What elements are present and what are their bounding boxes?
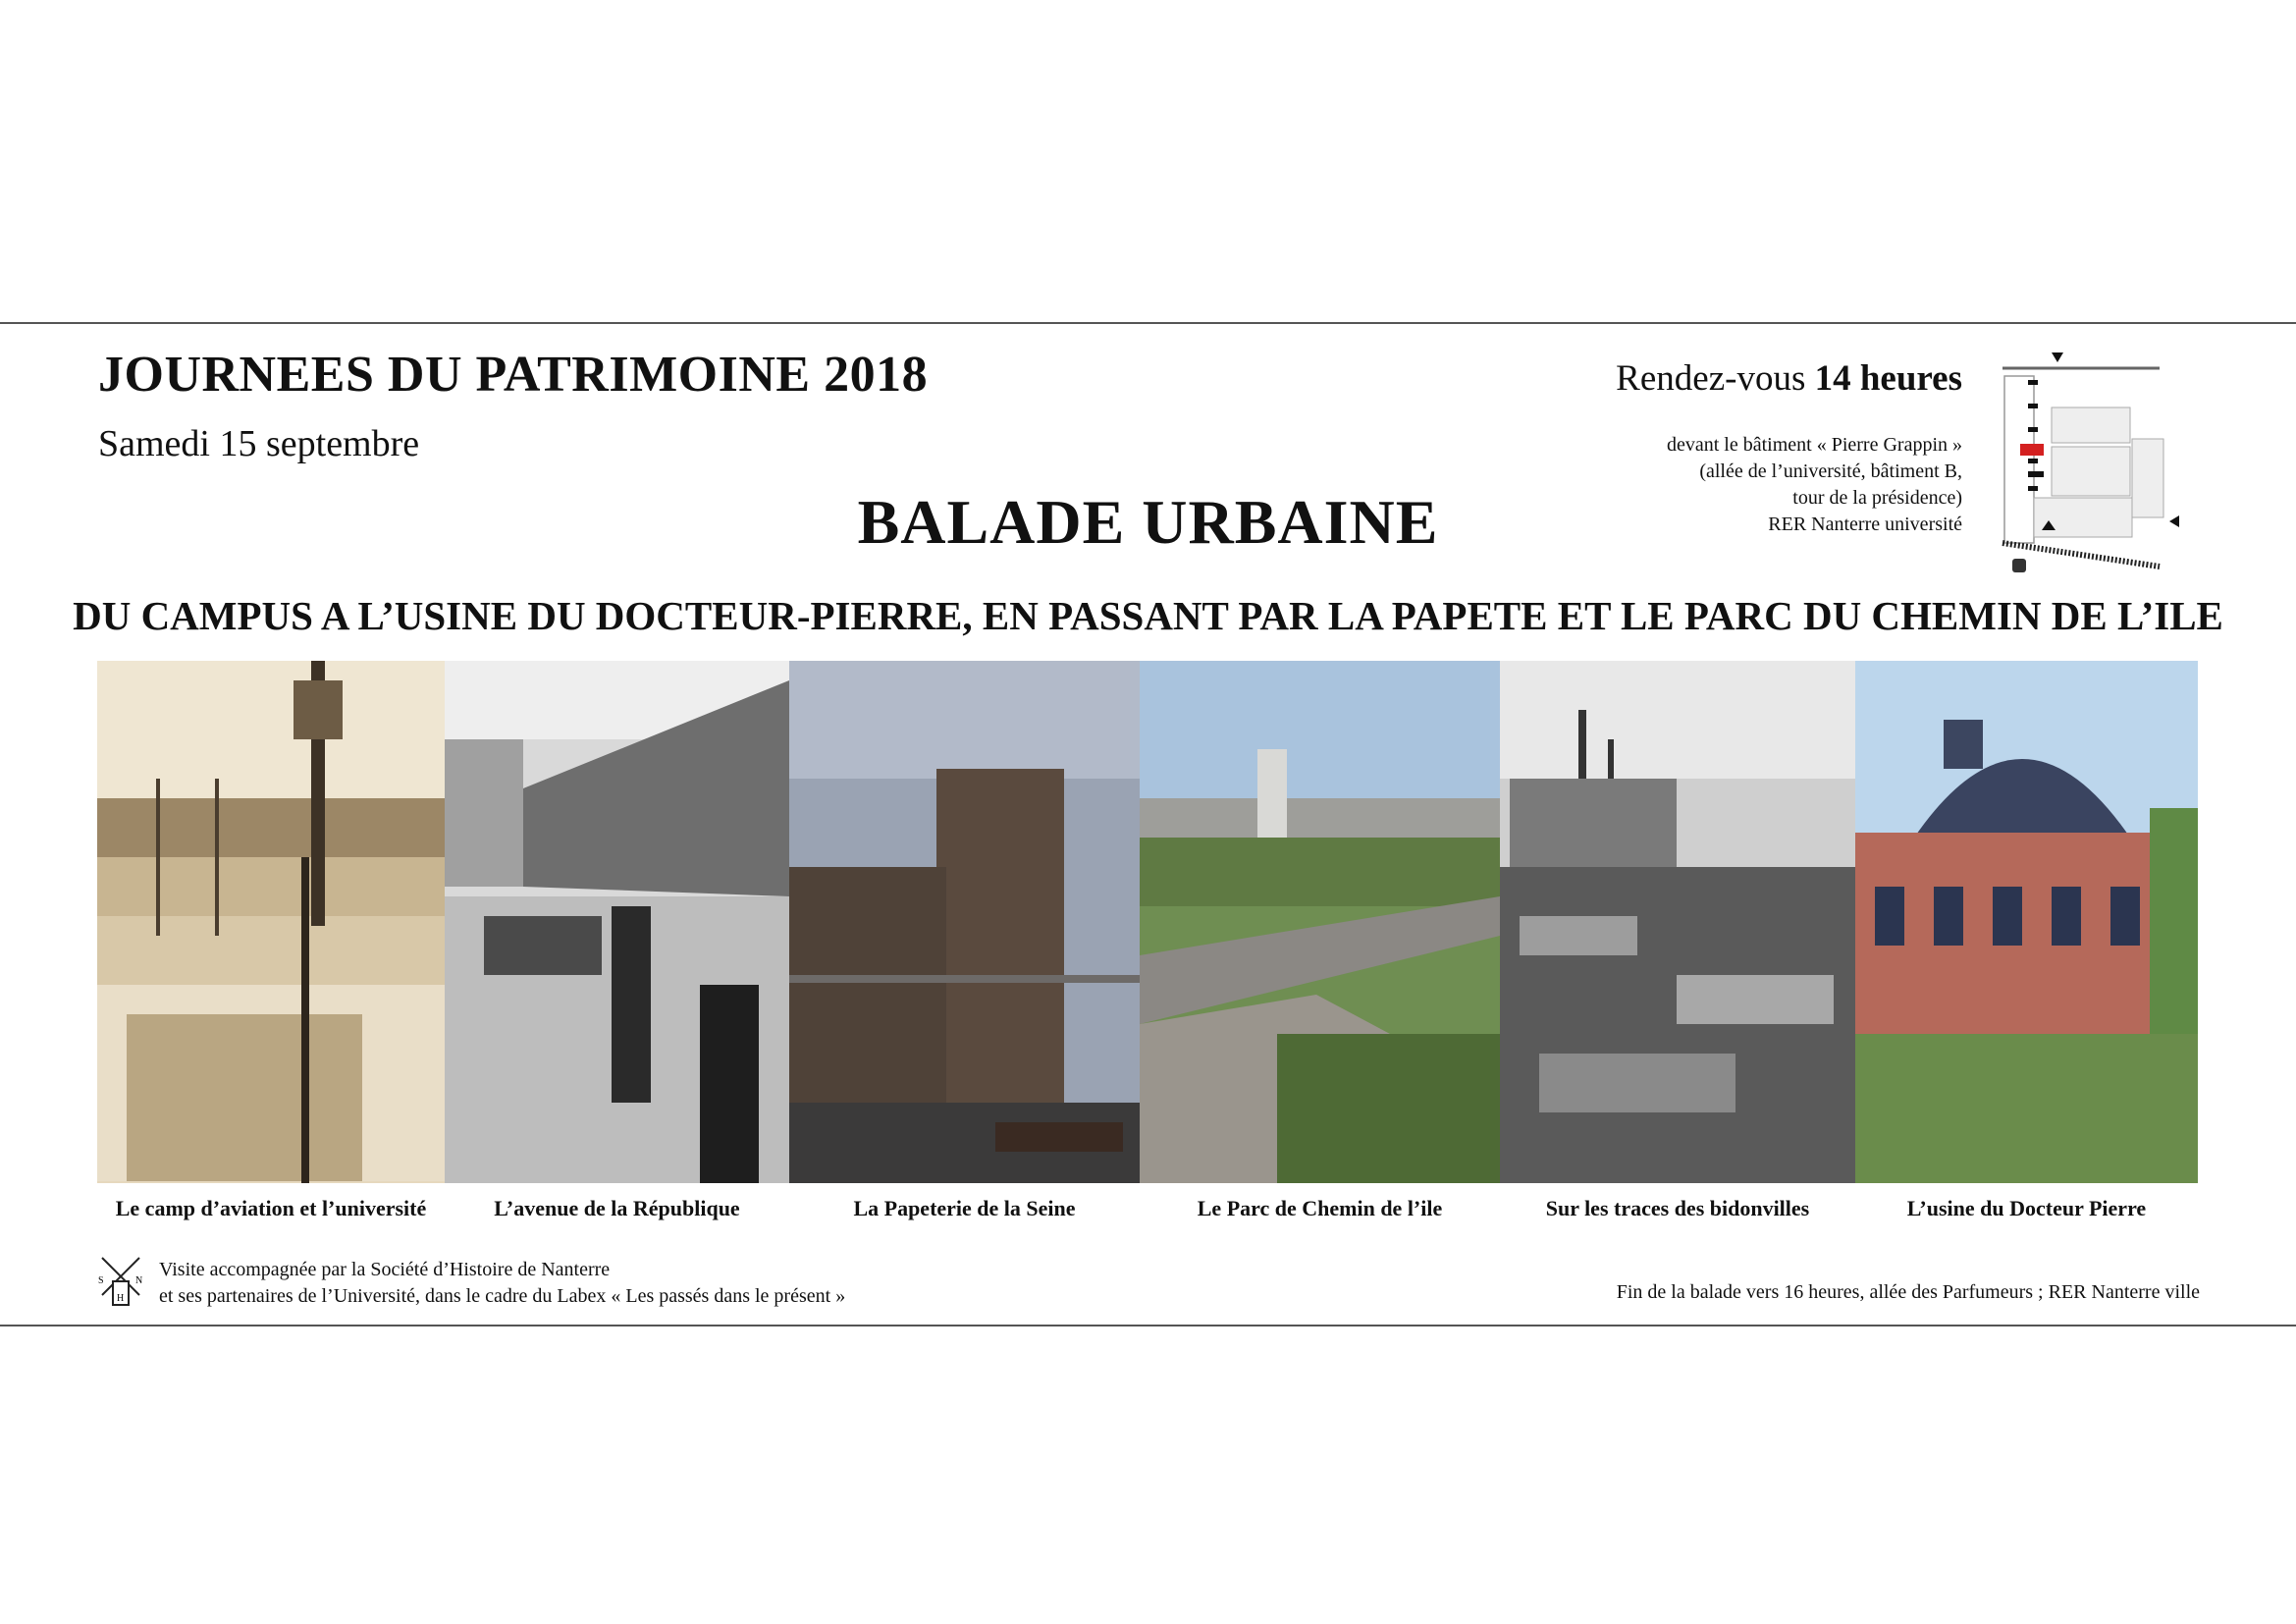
- photo-strip: [97, 661, 2198, 1183]
- rendezvous-detail-line: (allée de l’université, bâtiment B,: [1699, 460, 1962, 482]
- event-title: JOURNEES DU PATRIMOINE 2018: [98, 347, 929, 403]
- train-icon: [2012, 559, 2026, 572]
- main-title: BALADE URBAINE: [857, 487, 1439, 557]
- rendezvous-heading: [1616, 357, 1962, 400]
- photo-captions: [97, 1196, 2198, 1229]
- caption-papeterie: La Papeterie de la Seine: [853, 1196, 1076, 1220]
- subtitle: DU CAMPUS A L’USINE DU DOCTEUR-PIERRE, EN PASSANT PAR LA PAPETE ET LE PARC DU CHEMIN DE L’ILE: [73, 593, 2223, 638]
- photo-avenue: [445, 661, 789, 1183]
- photo-airfield: [97, 661, 445, 1183]
- rendezvous-detail-line: RER Nanterre université: [1768, 514, 1962, 535]
- caption-airfield: Le camp d’aviation et l’université: [115, 1196, 427, 1220]
- caption-usine: L’usine du Docteur Pierre: [1906, 1196, 2147, 1220]
- logo-letter: N: [135, 1275, 143, 1286]
- top-rule: [0, 322, 2296, 324]
- photo-usine: [1855, 661, 2198, 1183]
- arrow-down-icon: [2052, 352, 2063, 362]
- caption-parc: Le Parc de Chemin de l’ile: [1197, 1196, 1443, 1220]
- photo-bidonvilles: [1500, 661, 1855, 1183]
- footer-line: Visite accompagnée par la Société d’Histoire de Nanterre: [159, 1259, 611, 1280]
- footer-line: et ses partenaires de l’Université, dans le cadre du Labex « Les passés dans le présent »: [159, 1285, 846, 1307]
- rendezvous-time: 14 heures: [1814, 358, 1962, 399]
- caption-bidonvilles: Sur les traces des bidonvilles: [1545, 1196, 1810, 1220]
- society-logo: [96, 1254, 145, 1309]
- logo-letter: S: [98, 1275, 104, 1286]
- photo-papeterie: [789, 661, 1140, 1183]
- caption-avenue: L’avenue de la République: [494, 1196, 740, 1220]
- footer-partners: [159, 1257, 845, 1310]
- photo-parc: [1140, 661, 1500, 1183]
- footer-end-info: Fin de la balade vers 16 heures, allée des Parfumeurs ; RER Nanterre ville: [1616, 1281, 2200, 1303]
- rendezvous-prefix: Rendez-vous: [1616, 358, 1806, 399]
- meeting-point-marker: [2020, 444, 2044, 456]
- bottom-rule: [0, 1325, 2296, 1326]
- rendezvous-detail-line: devant le bâtiment « Pierre Grappin »: [1666, 434, 1962, 456]
- rendezvous-detail-line: tour de la présidence): [1792, 487, 1962, 509]
- logo-letter: H: [117, 1293, 125, 1304]
- event-date: Samedi 15 septembre: [98, 423, 420, 464]
